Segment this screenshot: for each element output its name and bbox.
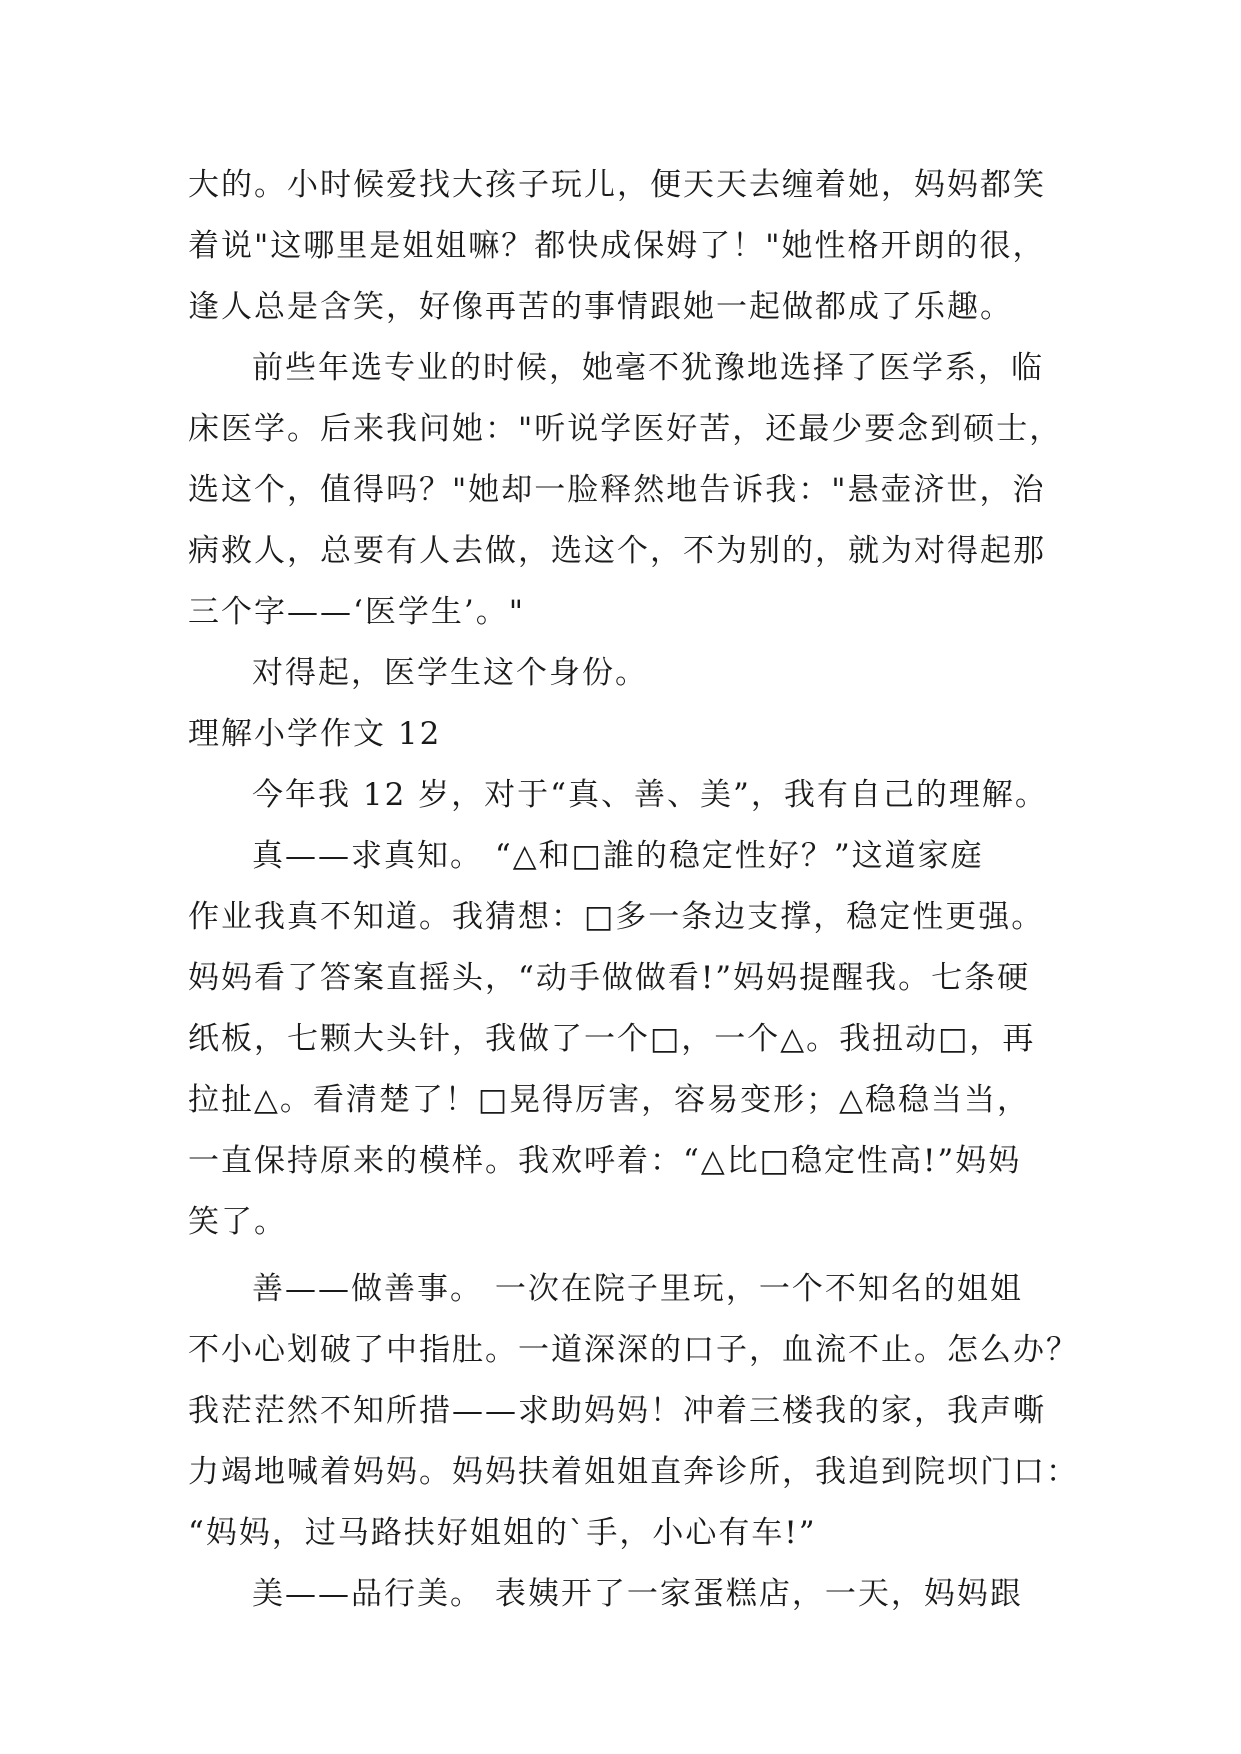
text-line: 着说"这哪里是姐姐嘛？都快成保姆了！"她性格开朗的很， <box>188 228 1046 264</box>
section-heading: 理解小学作文 12 <box>188 716 442 752</box>
text-line: 拉扯△。看清楚了！□晃得厉害，容易变形；△稳稳当当， <box>188 1082 1030 1118</box>
text-line: 我茫茫然不知所措——求助妈妈！冲着三楼我的家，我声嘶 <box>188 1393 1046 1429</box>
paragraph-start-line: 美——品行美。 表姨开了一家蛋糕店，一天，妈妈跟 <box>252 1576 1023 1612</box>
text-line: 病救人，总要有人去做，选这个，不为别的，就为对得起那 <box>188 533 1046 569</box>
text-line: 逢人总是含笑，好像再苦的事情跟她一起做都成了乐趣。 <box>188 289 1013 325</box>
text-line: 大的。小时候爱找大孩子玩儿，便天天去缠着她，妈妈都笑 <box>188 167 1046 203</box>
text-line: 作业我真不知道。我猜想：□多一条边支撑，稳定性更强。 <box>188 899 1045 935</box>
text-line: 不小心划破了中指肚。一道深深的口子，血流不止。怎么办？ <box>188 1332 1079 1368</box>
text-line: 三个字——‘医学生’。" <box>188 594 525 630</box>
paragraph-start-line: 真——求真知。 “△和□誰的稳定性好？”这道家庭 <box>252 838 984 874</box>
text-line: 一直保持原来的模样。我欢呼着：“△比□稳定性高!”妈妈 <box>188 1143 1022 1179</box>
text-line: 妈妈看了答案直摇头，“动手做做看!”妈妈提醒我。七条硬 <box>188 960 1031 996</box>
paragraph-start-line: 善——做善事。 一次在院子里玩，一个不知名的姐姐 <box>252 1271 1023 1307</box>
text-line: 床医学。后来我问她："听说学医好苦，还最少要念到硕士， <box>188 411 1063 447</box>
text-line: 纸板，七颗大头针，我做了一个□，一个△。我扭动□，再 <box>188 1021 1036 1057</box>
paragraph-start-line: 前些年选专业的时候，她毫不犹豫地选择了医学系，临 <box>252 350 1044 386</box>
text-line: 笑了。 <box>188 1204 287 1240</box>
text-line: 选这个，值得吗？"她却一脸释然地告诉我："悬壶济世，治 <box>188 472 1046 508</box>
paragraph-start-line: 对得起，医学生这个身份。 <box>252 655 648 691</box>
paragraph-start-line: 今年我 12 岁，对于“真、善、美”，我有自己的理解。 <box>252 777 1048 813</box>
text-line: 力竭地喊着妈妈。妈妈扶着姐姐直奔诊所，我追到院坝门口： <box>188 1454 1079 1490</box>
essay-text <box>188 155 1079 1625</box>
text-line: “妈妈，过马路扶好姐姐的`手，小心有车!” <box>188 1515 817 1551</box>
